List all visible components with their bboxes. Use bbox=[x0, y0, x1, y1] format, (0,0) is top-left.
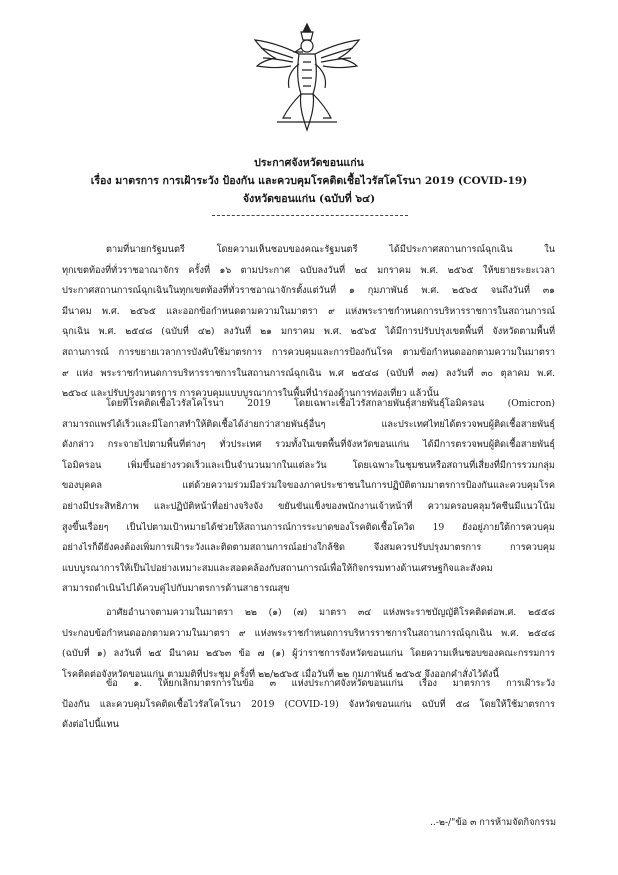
text-line: โอมิครอน เพิ่มขึ้นอย่างรวดเร็วและเป็นจำนวนมากในแต่ละวัน โดยเฉพาะในชุมชนหรือสถานที่เสี่ยงที่มีการรวมกลุ่ม bbox=[62, 459, 555, 471]
text-line: ของบุคคล แต่ด้วยความร่วมมือร่วมใจของภาคประชาชนในการปฏิบัติตามมาตรการป้องกันและควบคุมโรค bbox=[62, 480, 555, 492]
text-line: สูงขึ้นเรื่อยๆ เป็นไปตามเป้าหมายได้ช่วยให้สถานการณ์การระบาดของโรคติดเชื้อโควิด 19 ยังอยู่ภายใต้การควบคุม bbox=[62, 521, 555, 533]
text-line: อย่างไรก็ดียังคงต้องเพิ่มการเฝ้าระวังและติดตามสถานการณ์อย่างใกล้ชิด จึงสมควรปรับปรุงมาตรการ การควบคุม bbox=[62, 542, 555, 554]
text-line: สถานการณ์ การขยายเวลาการบังคับใช้มาตรการ การควบคุมและการป้องกันโรค ตามข้อกำหนดออกตามความในมาตรา bbox=[62, 346, 555, 358]
text-line: แบบบูรณาการให้เป็นไปอย่างเหมาะสมและสอดคล้องกับสถานการณ์เพื่อให้กิจกรรมทางด้านเศรษฐกิจและสังคม bbox=[62, 562, 493, 574]
text-line: ๙ แห่ง พระราชกำหนดการบริหารราชการในสถานการณ์ฉุกเฉิน พ.ศ ๒๕๔๘ (ฉบับที่ ๓๗) ลงวันที่ ๓๐ ตุลาคม พ.ศ. bbox=[62, 367, 555, 379]
text-line: โดยที่โรคติดเชื้อไวรัสโคโรนา 2019 โดยเฉพาะเชื้อไวรัสกลายพันธุ์สายพันธุ์โอมิครอน (Omicron) bbox=[106, 398, 555, 409]
continuation-note: ..-๒-/"ข้อ ๓ การห้ามจัดกิจกรรม bbox=[429, 817, 556, 828]
title-divider bbox=[212, 215, 408, 216]
text-line: ทุกเขตท้องที่ทั่วราชอาณาจักร ครั้งที่ ๑๖ ตามประกาศ ฉบับลงวันที่ ๒๔ มกราคม พ.ศ. ๒๕๖๕ ให้ขยายระยะเวลา bbox=[62, 264, 555, 276]
text-line: ดังต่อไปนี้แทน bbox=[62, 719, 119, 731]
text-line: ป้องกัน และควบคุมโรคติดเชื้อไวรัสโคโรนา 2019 (COVID-19) จังหวัดขอนแก่น ฉบับที่ ๕๘ โดยให้ใช้มาตรการ bbox=[62, 698, 555, 710]
text-line: ตามที่นายกรัฐมนตรี โดยความเห็นชอบของคณะรัฐมนตรี ได้มีประกาศสถานการณ์ฉุกเฉิน ใน bbox=[106, 244, 555, 255]
text-line: มีนาคม พ.ศ. ๒๕๖๕ และออกข้อกำหนดตามความในมาตรา ๙ แห่งพระราชกำหนดการบริหารราชการในสถานการณ์ bbox=[62, 305, 555, 317]
paragraph-1 bbox=[62, 240, 555, 405]
paragraph-2 bbox=[62, 394, 555, 600]
text-line: ประกาศสถานการณ์ฉุกเฉินในทุกเขตท้องที่ทั่วราชอาณาจักรตั้งแต่วันที่ ๑ กุมภาพันธ์ พ.ศ. ๒๕๖๕ จนถึงวันที่ ๓๑ bbox=[62, 285, 555, 297]
text-line: อย่างมีประสิทธิภาพ และปฏิบัติหน้าที่อย่างจริงจัง ขยันขันแข็งของพนักงานเจ้าหน้าที่ ความครอบคลุมวัคซีนมีแนวโน้ม bbox=[62, 500, 555, 512]
announcement-issue: จังหวัดขอนแก่น (ฉบับที่ ๖๔) bbox=[242, 193, 376, 205]
text-line: ดังกล่าว กระจายไปตามพื้นที่ต่างๆ ทั่วประเทศ รวมทั้งในเขตพื้นที่จังหวัดขอนแก่น ได้มีการตรวจพบผู้ติดเชื้อสายพันธุ์ bbox=[62, 439, 555, 451]
text-line: ข้อ ๑. ให้ยกเลิกมาตรการในข้อ ๓ แห่งประกาศจังหวัดขอนแก่น เรื่อง มาตรการ การเฝ้าระวัง bbox=[106, 678, 555, 689]
text-line: สามารถแพร่ได้เร็วและมีโอกาสทำให้ติดเชื้อได้ง่ายกว่าสายพันธุ์อื่นๆ และประเทศไทยได้ตรวจพบผู้ติดเชื้อสายพันธุ์ bbox=[62, 418, 555, 430]
announcement-title: ประกาศจังหวัดขอนแก่น bbox=[254, 157, 364, 169]
text-line: สามารถดำเนินไปได้ควบคู่ไปกับมาตรการด้านสาธารณสุข bbox=[62, 583, 290, 595]
text-line: ๒๕๖๔ และปรับปรุงมาตรการ การควบคุมแบบบูรณาการในพื้นที่นำร่องด้านการท่องเที่ยว แล้วนั้น bbox=[62, 388, 440, 400]
garuda-emblem-icon bbox=[247, 18, 367, 138]
text-line: อาศัยอำนาจตามความในมาตรา ๒๒ (๑) (๗) มาตรา ๓๔ แห่งพระราชบัญญัติโรคติดต่อพ.ศ. ๒๕๕๘ bbox=[106, 607, 555, 618]
paragraph-4 bbox=[62, 674, 555, 736]
text-line: (ฉบับที่ ๑) ลงวันที่ ๒๕ มีนาคม ๒๕๖๓ ข้อ ๗ (๑) ผู้ว่าราชการจังหวัดขอนแก่น โดยความเห็นชอบของคณะกรรมการ bbox=[62, 648, 555, 660]
text-line: ประกอบข้อกำหนดออกตามความในมาตรา ๙ แห่งพระราชกำหนดการบริหารราชการในสถานการณ์ฉุกเฉิน พ.ศ. ๒๕๔๘ bbox=[62, 627, 555, 639]
announcement-subject: เรื่อง มาตรการ การเฝ้าระวัง ป้องกัน และควบคุมโรคติดเชื้อไวรัสโคโรนา 2019 (COVID-19) bbox=[90, 175, 528, 187]
text-line: โรคติดต่อจังหวัดขอนแก่น ตามมติที่ประชุม ครั้งที่ ๒๒/๒๕๖๕ เมื่อวันที่ ๒๒ กุมภาพันธ์ ๒๕๖๕ จึงออกคำสั่งไว้ดังนี้ bbox=[62, 668, 499, 680]
text-line: ฉุกเฉิน พ.ศ. ๒๕๔๘ (ฉบับที่ ๔๒) ลงวันที่ ๒๑ มกราคม พ.ศ. ๒๕๖๕ ได้มีการปรับปรุงเขตพื้นที่ จังหวัดตามพื้นที่ bbox=[62, 326, 555, 338]
